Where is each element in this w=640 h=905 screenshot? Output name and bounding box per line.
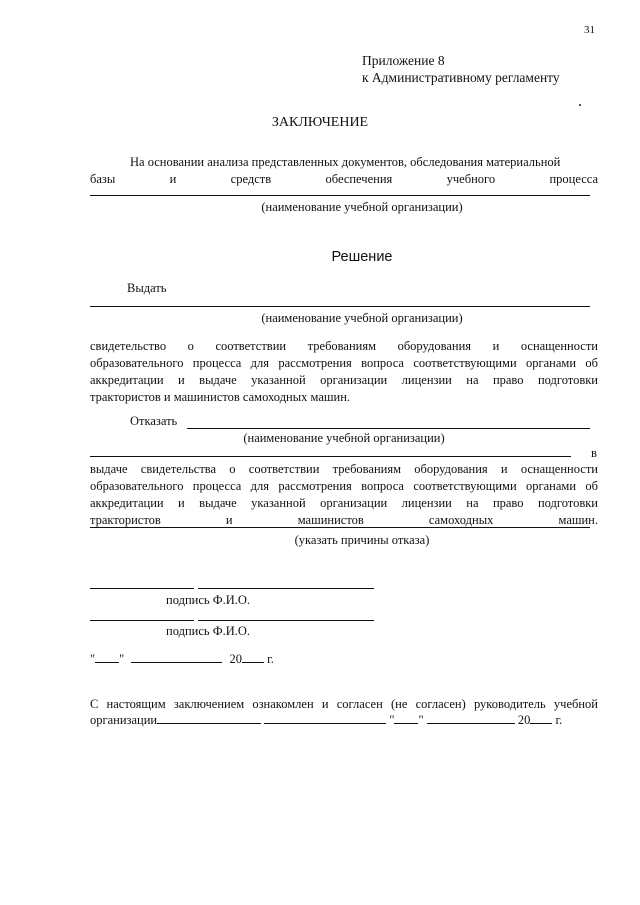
signature-line-2a bbox=[90, 620, 194, 621]
page-number: 31 bbox=[584, 24, 595, 36]
ack-year-prefix: 20 bbox=[517, 713, 531, 727]
refuse-suffix: в bbox=[591, 446, 597, 460]
signature-line-1a bbox=[90, 588, 194, 589]
issue-line-4: трактористов и машинистов самоходных машин. bbox=[90, 390, 351, 404]
refuse-line-3: аккредитации и выдаче указанной организации лицензии на право подготовки bbox=[90, 496, 598, 510]
signature-caption-1: подпись Ф.И.О. bbox=[166, 593, 250, 607]
org-name-caption-1: (наименование учебной организации) bbox=[261, 200, 463, 214]
signature-line-2b bbox=[198, 620, 374, 621]
ack-year-suffix: г. bbox=[555, 713, 563, 727]
ack-quote-close: " bbox=[418, 713, 424, 727]
org-name-caption-2: (наименование учебной организации) bbox=[261, 311, 463, 325]
refuse-line-1: выдаче свидетельства о соответствии требованиям оборудования и оснащенности bbox=[90, 462, 598, 476]
date-quote-open: " bbox=[90, 652, 96, 666]
date-month-blank bbox=[131, 662, 222, 663]
refusal-reason-line bbox=[90, 527, 590, 528]
org-name-line-2 bbox=[90, 306, 590, 307]
date-quote-close: " bbox=[119, 652, 125, 666]
signature-caption-2: подпись Ф.И.О. bbox=[166, 624, 250, 638]
ack-name-blank bbox=[264, 723, 386, 724]
refuse-org-line bbox=[187, 428, 590, 429]
ack-month-blank bbox=[427, 723, 515, 724]
ack-day-blank bbox=[394, 723, 418, 724]
ack-line-1: С настоящим заключением ознакомлен и согласен (не согласен) руководитель учебной bbox=[90, 697, 598, 711]
intro-line-1: На основании анализа представленных документов, обследования материальной bbox=[130, 155, 561, 169]
ack-line-2 bbox=[90, 712, 598, 728]
refuse-org-line-2 bbox=[90, 456, 571, 457]
scan-speck bbox=[579, 104, 581, 106]
org-name-caption-3: (наименование учебной организации) bbox=[243, 431, 445, 445]
date-year-suffix: г. bbox=[267, 652, 274, 666]
date-day-blank bbox=[95, 662, 119, 663]
acknowledgement bbox=[90, 696, 598, 728]
decision-heading: Решение bbox=[331, 249, 393, 265]
ack-quote-open: " bbox=[389, 713, 395, 727]
issue-line-2: образовательного процесса для рассмотрения вопроса соответствующими органами об bbox=[90, 356, 598, 370]
appendix-line-2: к Административному регламенту bbox=[362, 70, 560, 85]
intro-paragraph bbox=[90, 154, 598, 188]
refuse-label: Отказать bbox=[130, 414, 178, 428]
refusal-reason-caption: (указать причины отказа) bbox=[294, 533, 430, 547]
intro-line-2: базы и средств обеспечения учебного процесса bbox=[90, 172, 598, 186]
date-year-blank bbox=[242, 662, 264, 663]
appendix-line-1: Приложение 8 bbox=[362, 53, 445, 68]
signature-line-1b bbox=[198, 588, 374, 589]
refuse-line-2: образовательного процесса для рассмотрения вопроса соответствующими органами об bbox=[90, 479, 598, 493]
issue-line-1: свидетельство о соответствии требованиям оборудования и оснащенности bbox=[90, 339, 598, 353]
refuse-paragraph bbox=[90, 461, 598, 529]
issue-paragraph bbox=[90, 338, 598, 406]
date-year-prefix: 20 bbox=[229, 652, 242, 666]
org-name-line-1 bbox=[90, 195, 590, 196]
issue-label: Выдать bbox=[127, 281, 167, 295]
issue-line-3: аккредитации и выдаче указанной организации лицензии на право подготовки bbox=[90, 373, 598, 387]
date-line bbox=[90, 652, 274, 667]
appendix-header bbox=[362, 52, 560, 86]
ack-org-label: организации bbox=[90, 713, 158, 727]
ack-org-blank bbox=[157, 723, 261, 724]
document-title: ЗАКЛЮЧЕНИЕ bbox=[271, 115, 369, 130]
refuse-line-4: трактористов и машинистов самоходных машин. bbox=[90, 513, 598, 527]
ack-year-blank bbox=[530, 723, 552, 724]
